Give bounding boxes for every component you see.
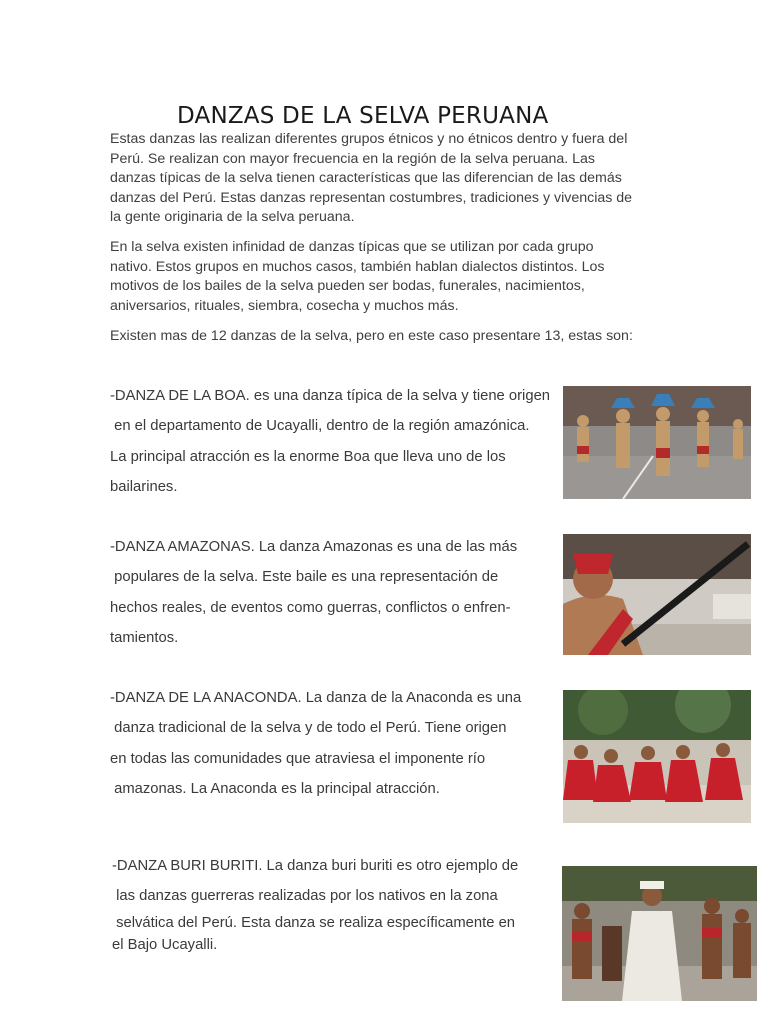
intro-line: Estas danzas las realizan diferentes grupos étnicos y no étnicos dentro y fuera del xyxy=(110,131,628,147)
dance-line: las danzas guerreras realizadas por los nativos en la zona xyxy=(112,888,498,905)
dance-line: amazonas. La Anaconda es la principal atracción. xyxy=(110,780,440,797)
dance-boa-text xyxy=(110,381,555,502)
intro-line: En la selva existen infinidad de danzas típicas que se utilizan por cada grupo xyxy=(110,239,594,255)
intro-line: motivos de los bailes de la selva pueden ser bodas, funerales, nacimientos, xyxy=(110,278,585,295)
amazonas-dance-photo xyxy=(563,534,751,655)
intro-paragraph-3 xyxy=(110,327,655,347)
dance-line: bailarines. xyxy=(110,478,178,495)
intro-line: nativo. Estos grupos en muchos casos, también hablan dialectos distintos. Los xyxy=(110,258,605,275)
dance-line: -DANZA DE LA ANACONDA. La danza de la Anaconda es una xyxy=(110,690,522,706)
intro-line: aniversarios, rituales, siembra, cosecha y muchos más. xyxy=(110,297,459,314)
dance-line: en el departamento de Ucayalli, dentro de la región amazónica. xyxy=(110,418,530,435)
dance-line: tamientos. xyxy=(110,629,179,646)
dance-line: hechos reales, de eventos como guerras, conflictos o enfren- xyxy=(110,599,511,616)
intro-line: danzas típicas de la selva tienen características que las diferencian de las demás xyxy=(110,170,622,187)
intro-line: Existen mas de 12 danzas de la selva, pero en este caso presentare 13, estas son: xyxy=(110,328,633,344)
intro-paragraph-1 xyxy=(110,130,655,228)
intro-paragraph-2 xyxy=(110,238,655,316)
page-title: DANZAS DE LA SELVA PERUANA xyxy=(177,103,549,130)
dance-buri-buriti-text xyxy=(112,851,557,956)
buri-buriti-dance-photo xyxy=(562,866,757,1001)
dance-line: danza tradicional de la selva y de todo el Perú. Tiene origen xyxy=(110,720,507,737)
dance-anaconda-text xyxy=(110,683,555,804)
intro-line: danzas del Perú. Estas danzas representan costumbres, tradiciones y vivencias de xyxy=(110,189,633,206)
dance-line: selvática del Perú. Esta danza se realiza específicamente en xyxy=(112,914,516,931)
dance-line: el Bajo Ucayalli. xyxy=(112,936,218,953)
intro-line: la gente originaria de la selva peruana. xyxy=(110,209,355,226)
dance-line: -DANZA BURI BURITI. La danza buri buriti es otro ejemplo de xyxy=(112,858,519,874)
dance-amazonas-text xyxy=(110,532,555,653)
dance-line: -DANZA AMAZONAS. La danza Amazonas es una de las más xyxy=(110,539,518,555)
dance-line: -DANZA DE LA BOA. es una danza típica de la selva y tiene origen xyxy=(110,388,551,404)
anaconda-dance-photo xyxy=(563,690,751,823)
intro-line: Perú. Se realizan con mayor frecuencia en la región de la selva peruana. Las xyxy=(110,150,596,167)
dance-line: populares de la selva. Este baile es una representación de xyxy=(110,569,499,586)
dance-line: La principal atracción es la enorme Boa que lleva uno de los xyxy=(110,448,506,465)
boa-dance-photo xyxy=(563,386,751,499)
dance-line: en todas las comunidades que atraviesa el imponente río xyxy=(110,750,486,767)
